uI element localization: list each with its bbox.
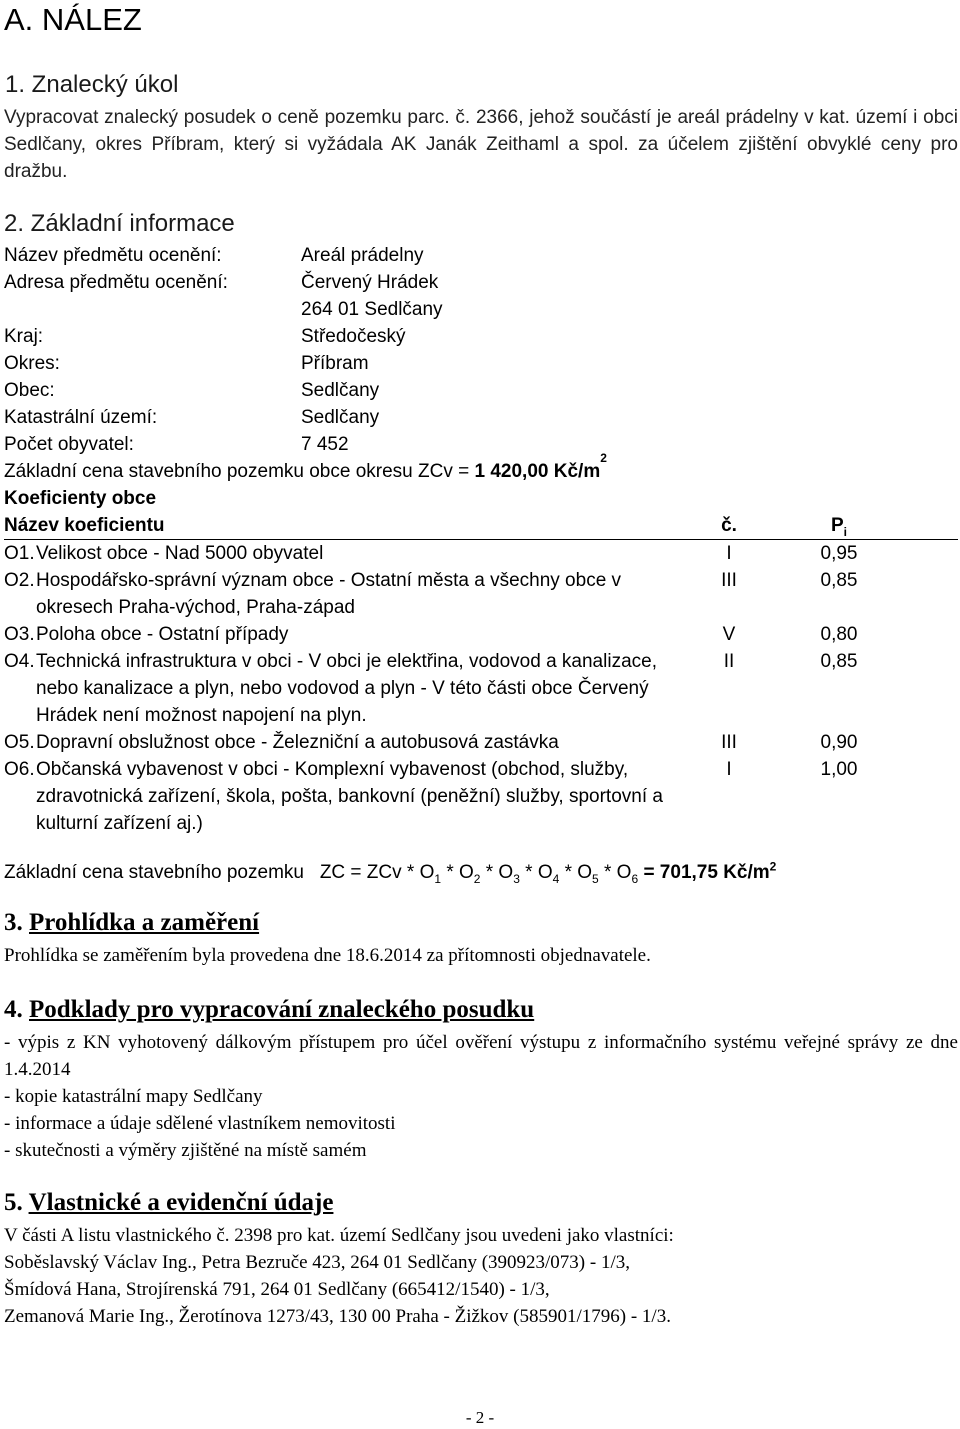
coef-value: 1,00 <box>820 759 858 780</box>
info-row <box>4 296 958 323</box>
owner-line: Zemanová Marie Ing., Žerotínova 1273/43, 130 00 Praha - Žižkov (585901/1796) - 1/3. <box>4 1306 671 1327</box>
info-value: Sedlčany <box>301 380 380 401</box>
coef-code: O6. <box>4 759 35 780</box>
info-row <box>4 269 958 296</box>
owner-line: V části A listu vlastnického č. 2398 pro kat. území Sedlčany jsou uvedeni jako vlastníci: <box>4 1225 674 1246</box>
coef-row <box>4 729 958 756</box>
section-2-title: 2. Základní informace <box>4 210 235 237</box>
info-row <box>4 377 958 404</box>
info-value: Sedlčany <box>301 407 380 428</box>
section-1-text: Vypracovat znalecký posudek o ceně pozemku parc. č. 2366, jehož součástí je areál prádelny v kat. území i obci Sedlčany, okres Příbram, který si vyžádala AK Janák Zeitham​l a spol. za účelem zjištění obvyklé ceny pro dražbu. <box>4 107 958 182</box>
page-number: - 2 - <box>465 1408 495 1427</box>
info-row <box>4 350 958 377</box>
coef-value: 0,85 <box>820 651 858 672</box>
info-label: Obec: <box>4 380 55 401</box>
section-4-title-text: Podklady pro vypracování znaleckého posudku <box>29 996 535 1023</box>
info-row <box>4 323 958 350</box>
base-price-text: Základní cena stavebního pozemku obce okresu ZCv = <box>4 461 475 482</box>
coef-number: I <box>726 543 732 564</box>
info-row <box>4 242 958 269</box>
coef-text: Technická infrastruktura v obci - V obci je elektřina, vodovod a kanalizace, nebo kanalizace a plyn, nebo vodovod a plyn - V této části obce Červený Hrádek není možnost napojení na plyn. <box>36 651 657 726</box>
section-3-text: Prohlídka se zaměřením byla provedena dne 18.6.2014 za přítomnosti objednavatele. <box>4 945 651 966</box>
info-label <box>4 296 301 323</box>
list-item: - kopie katastrální mapy Sedlčany <box>4 1086 263 1107</box>
coef-row <box>4 540 958 567</box>
info-label: Kraj: <box>4 326 44 347</box>
info-value: Příbram <box>301 353 369 374</box>
coef-row <box>4 621 958 648</box>
list-item: - informace a údaje sdělené vlastníkem nemovitosti <box>4 1113 396 1134</box>
coef-value: 0,85 <box>820 570 858 591</box>
coef-code: O2. <box>4 570 35 591</box>
info-label: Okres: <box>4 353 60 374</box>
coef-number: II <box>723 651 735 672</box>
info-value: Středočeský <box>301 326 406 347</box>
coef-header-p-letter: P <box>830 515 844 536</box>
section-5-title <box>4 1188 958 1218</box>
info-value: Červený Hrádek <box>301 272 439 293</box>
formula-label: Základní cena stavebního pozemku <box>4 862 304 883</box>
formula-exponent: 2 <box>769 859 777 874</box>
base-price-value: 1 420,00 Kč/m <box>474 461 601 482</box>
population-label: Počet obyvatel: <box>4 434 134 455</box>
formula-result: = 701,75 Kč/m <box>643 862 770 883</box>
list-item: - výpis z KN vyhotovený dálkovým přístupem pro účel ověření výstupu z informačního systému veřejné správy ze dne 1.4.2014 <box>4 1032 958 1080</box>
coef-text: Hospodářsko-správní význam obce - Ostatní města a všechny obce v okresech Praha-východ, Praha-západ <box>36 570 622 618</box>
coef-value: 0,80 <box>820 624 858 645</box>
section-1-title: 1. Znalecký úkol <box>5 71 179 98</box>
coef-header-number: č. <box>721 515 737 536</box>
coef-code: O1. <box>4 543 35 564</box>
population-value: 7 452 <box>301 434 349 455</box>
info-block <box>4 242 958 512</box>
coef-number: I <box>726 759 732 780</box>
info-value: 264 01 Sedlčany <box>301 299 443 320</box>
info-label: Katastrální území: <box>4 407 158 428</box>
base-price-row <box>4 451 958 485</box>
coef-title: Koeficienty obce <box>4 488 157 509</box>
info-label: Název předmětu ocenění: <box>4 245 222 266</box>
info-row <box>4 404 958 431</box>
info-label: Adresa předmětu ocenění: <box>4 272 228 293</box>
coef-header-name: Název koeficientu <box>4 515 165 536</box>
coef-header-p <box>779 512 899 539</box>
coef-text: Dopravní obslužnost obce - Železniční a autobusová zastávka <box>36 732 559 753</box>
section-5-number: 5. <box>4 1189 23 1216</box>
owner-line: Soběslavský Václav Ing., Petra Bezruče 423, 264 01 Sedlčany (390923/073) - 1/3, <box>4 1252 630 1273</box>
coef-number: III <box>721 570 737 591</box>
coef-text: Velikost obce - Nad 5000 obyvatel <box>36 543 324 564</box>
coef-text: Poloha obce - Ostatní případy <box>36 624 289 645</box>
owner-line: Šmídová Hana, Strojírenská 791, 264 01 Sedlčany (665412/1540) - 1/3, <box>4 1279 550 1300</box>
coef-number: III <box>721 732 737 753</box>
coef-value: 0,90 <box>820 732 858 753</box>
coef-code: O5. <box>4 732 35 753</box>
price-formula: Základní cena stavebního pozemku ZC = ZCv * $O_1 * O_2 * O_3 * O_4 * O_5 * O_6 = 701,75$ $Kč/m^2$ <box>4 859 777 886</box>
info-value: Areál prádelny <box>301 245 424 266</box>
coef-row <box>4 567 958 621</box>
base-price-exponent: 2 <box>600 451 607 465</box>
coef-number: V <box>722 624 736 645</box>
document-page <box>4 0 958 1330</box>
coef-header-p-sub: i <box>843 524 848 539</box>
coef-row <box>4 648 958 729</box>
coef-value: 0,95 <box>820 543 858 564</box>
section-3-title-text: Prohlídka a zaměření <box>29 909 260 936</box>
section-5-title-text: Vlastnické a evidenční údaje <box>28 1189 334 1216</box>
coef-code: O3. <box>4 624 35 645</box>
coef-row <box>4 756 958 837</box>
coefficient-table <box>4 512 958 837</box>
section-3-number: 3. <box>4 909 23 936</box>
formula-lhs: ZC = ZCv <box>319 862 402 883</box>
section-4-number: 4. <box>4 996 23 1023</box>
coef-code: O4. <box>4 651 35 672</box>
population-row <box>4 431 958 458</box>
main-heading: A. NÁLEZ <box>4 2 142 37</box>
coef-table-header <box>4 512 958 540</box>
section-3-title <box>4 908 958 938</box>
list-item: - skutečnosti a výměry zjištěné na místě samém <box>4 1140 367 1161</box>
section-4-title <box>4 995 958 1025</box>
coef-text: Občanská vybavenost v obci - Komplexní vybavenost (obchod, služby, zdravotnická zařízení, škola, pošta, bankovní (peněžní) služby, sportovní a kulturní zařízení aj.) <box>36 759 663 834</box>
